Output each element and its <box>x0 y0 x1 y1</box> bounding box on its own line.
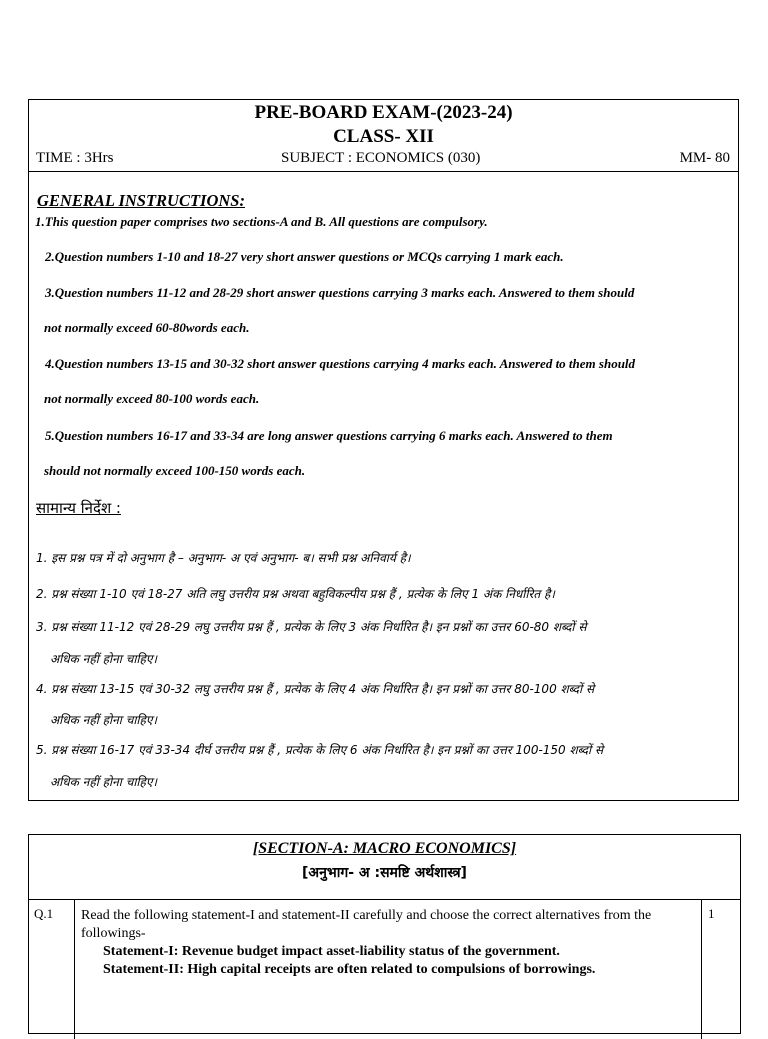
max-marks-label: MM- 80 <box>679 150 730 166</box>
instruction-line: 5.Question numbers 16-17 and 33-34 are long answer questions carrying 6 marks each. Answered to them <box>45 428 613 443</box>
class-title: CLASS- XII <box>333 126 434 147</box>
question-text: Read the following statement-I and statement-II carefully and choose the correct alternatives from the followings- <box>81 908 652 941</box>
hindi-instruction-line: 5. प्रश्न संख्या 16-17 एवं 33-34 दीर्घ उत्तरीय प्रश्न हैं , प्रत्येक के लिए 6 अंक निर्धारित है। इन प्रश्नों का उत्तर 100-150 शब्दों से <box>36 743 604 757</box>
hindi-instruction-line: 2. प्रश्न संख्या 1-10 एवं 18-27 अति लघु उत्तरीय प्रश्न अथवा बहुविकल्पीय प्रश्न हैं , प्रत्येक के लिए 1 अंक निर्धारित है। <box>36 587 555 601</box>
subject-label: SUBJECT : ECONOMICS (030) <box>281 150 481 166</box>
instruction-line: 1.This question paper comprises two sections-A and B. All questions are compulsory. <box>35 214 488 229</box>
hindi-instruction-line: 1. इस प्रश्न पत्र में दो अनुभाग है – अनुभाग- अ एवं अनुभाग- ब। सभी प्रश्न अनिवार्य है। <box>36 551 411 565</box>
instruction-line: not normally exceed 80-100 words each. <box>44 391 260 406</box>
column-divider <box>74 899 75 1039</box>
hindi-instructions-title: सामान्य निर्देश : <box>36 499 121 517</box>
section-divider <box>29 899 740 900</box>
instruction-line: 4.Question numbers 13-15 and 30-32 short answer questions carrying 4 marks each. Answered to them should <box>45 356 636 371</box>
hindi-instruction-line: अधिक नहीं होना चाहिए। <box>50 652 158 666</box>
hindi-instruction-line: 4. प्रश्न संख्या 13-15 एवं 30-32 लघु उत्तरीय प्रश्न हैं , प्रत्येक के लिए 4 अंक निर्धारित है। इन प्रश्नों का उत्तर 80-100 शब्दों से <box>36 682 595 696</box>
header-info-row <box>29 150 738 170</box>
section-a-hindi-title: [अनुभाग- अ :समष्टि अर्थशास्त्र] <box>302 865 467 881</box>
section-a-table <box>28 834 741 1034</box>
hindi-instruction-line: अधिक नहीं होना चाहिए। <box>50 775 158 789</box>
column-divider <box>701 899 702 1039</box>
instruction-line: 2.Question numbers 1-10 and 18-27 very short answer questions or MCQs carrying 1 mark each. <box>45 249 564 264</box>
question-marks: 1 <box>708 906 715 921</box>
instruction-line: 3.Question numbers 11-12 and 28-29 short answer questions carrying 3 marks each. Answered to them should <box>45 285 635 300</box>
statement-1: Statement-I: Revenue budget impact asset-liability status of the government. <box>103 944 560 959</box>
instruction-line: not normally exceed 60-80words each. <box>44 320 250 335</box>
header-divider <box>29 171 738 172</box>
instruction-line: should not normally exceed 100-150 words each. <box>44 463 306 478</box>
exam-title: PRE-BOARD EXAM-(2023-24) <box>254 102 513 123</box>
hindi-instruction-line: 3. प्रश्न संख्या 11-12 एवं 28-29 लघु उत्तरीय प्रश्न हैं , प्रत्येक के लिए 3 अंक निर्धारित है। इन प्रश्नों का उत्तर 60-80 शब्दों से <box>36 620 587 634</box>
hindi-instruction-line: अधिक नहीं होना चाहिए। <box>50 713 158 727</box>
question-number: Q.1 <box>34 906 54 921</box>
statement-2: Statement-II: High capital receipts are often related to compulsions of borrowings. <box>103 962 596 977</box>
general-instructions-title: GENERAL INSTRUCTIONS: <box>37 191 245 210</box>
section-a-title: [SECTION-A: MACRO ECONOMICS] <box>252 840 517 857</box>
time-label: TIME : 3Hrs <box>36 150 114 166</box>
instructions-box <box>28 99 739 801</box>
